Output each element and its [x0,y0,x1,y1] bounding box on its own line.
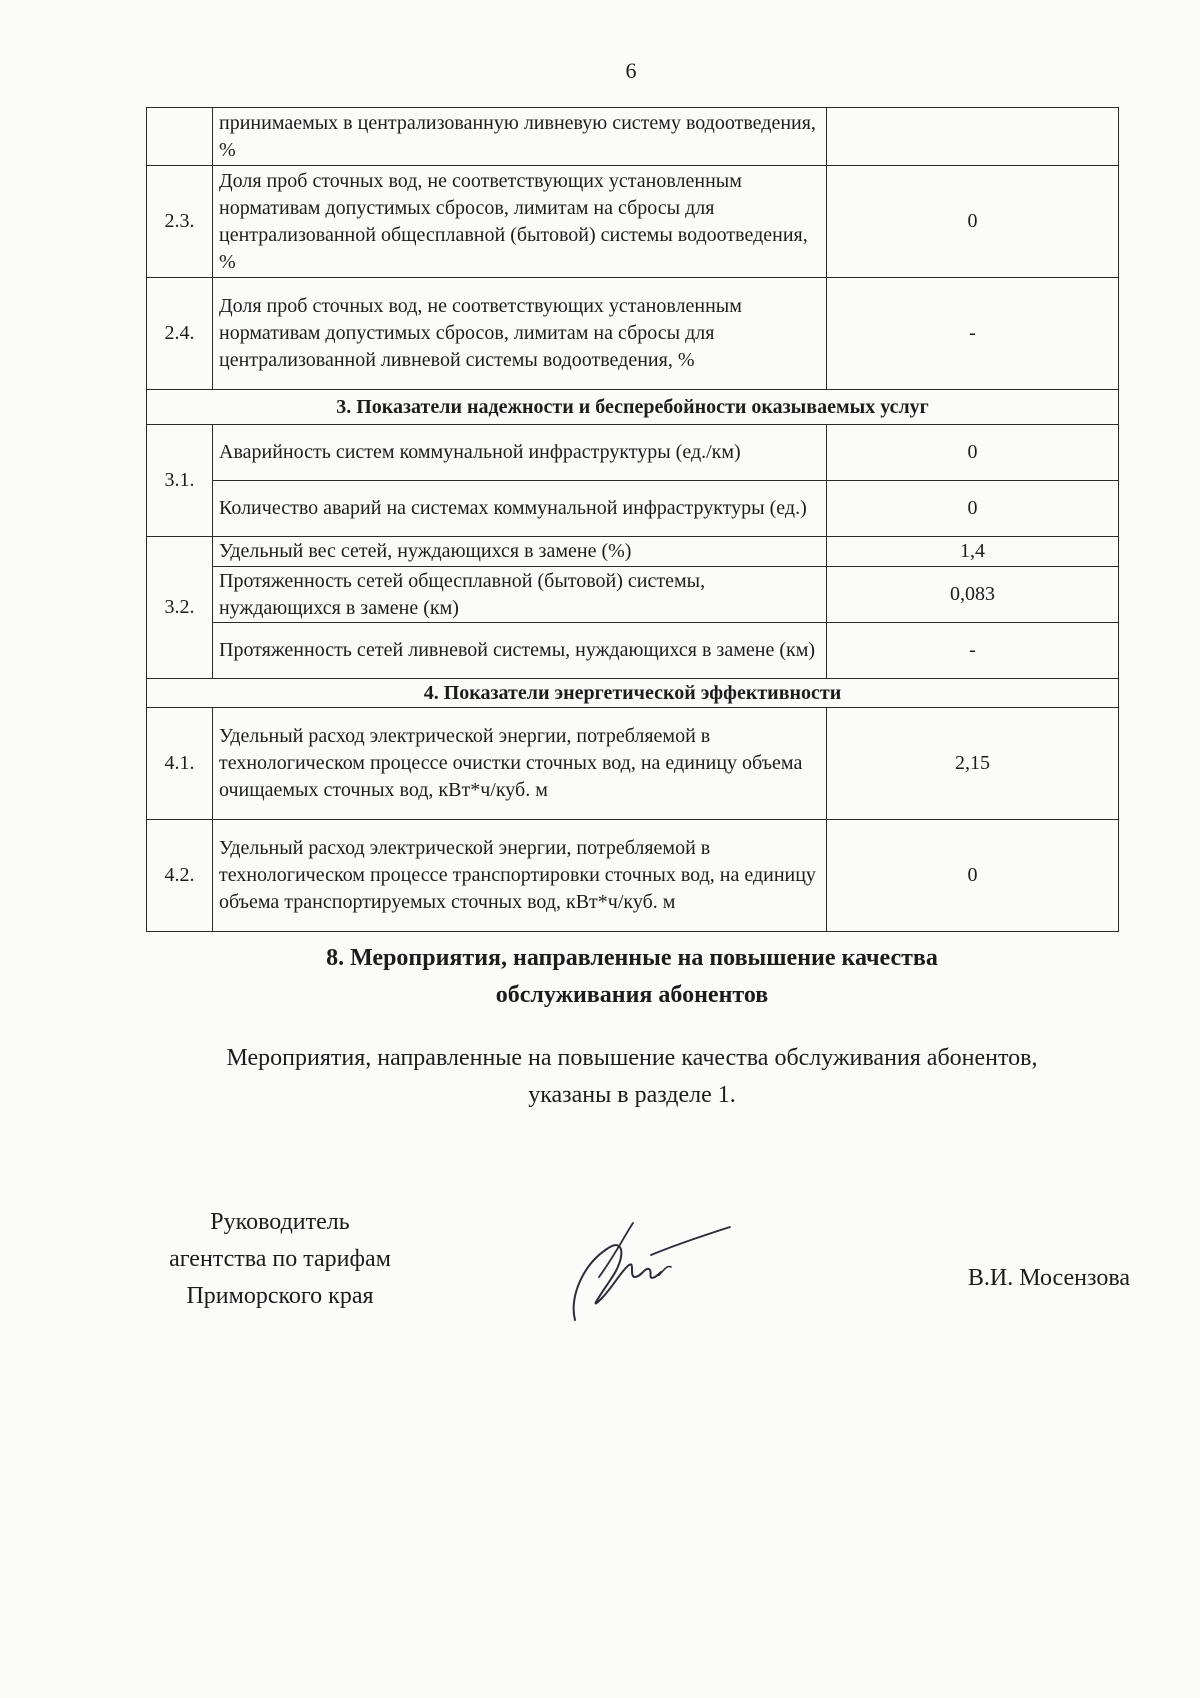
signer-title [120,1204,440,1315]
row-value: 2,15 [827,708,1119,820]
row-value: 0 [827,820,1119,932]
signer-title-line: Приморского края [186,1283,374,1309]
page-number: 6 [625,58,637,83]
signer-name: В.И. Мосензова [967,1265,1130,1291]
row-value: 1,4 [827,537,1119,567]
table-row [147,108,1119,166]
row-description: Доля проб сточных вод, не соответствующих установленным нормативам допустимых сбросов, лимитам на сбросы для централизованной общесплавной (бытовой) системы водоотведения, % [213,166,827,278]
handwritten-signature [555,1215,735,1330]
row-value: 0 [827,481,1119,537]
row-description: Протяженность сетей ливневой системы, нуждающихся в замене (км) [213,623,827,679]
row-number: 3.2. [147,537,213,679]
signer-title-line: Руководитель [210,1209,350,1235]
section-header-row [147,679,1119,708]
row-description: принимаемых в централизованную ливневую систему водоотведения, % [213,108,827,166]
row-description: Удельный расход электрической энергии, потребляемой в технологическом процессе очистки сточных вод, на единицу объема очищаемых сточных вод, кВт*ч/куб. м [213,708,827,820]
row-number: 2.3. [147,166,213,278]
table-row [147,623,1119,679]
row-value: 0,083 [827,567,1119,623]
text-line: указаны в разделе 1. [528,1082,736,1108]
heading-line: 8. Мероприятия, направленные на повышение качества [326,945,938,971]
row-description: Удельный расход электрической энергии, потребляемой в технологическом процессе транспортировки сточных вод, на единицу объема транспортируемых сточных вод, кВт*ч/куб. м [213,820,827,932]
row-number [147,108,213,166]
row-description: Аварийность систем коммунальной инфраструктуры (ед./км) [213,425,827,481]
row-number: 4.1. [147,708,213,820]
section-title: 4. Показатели энергетической эффективности [147,679,1119,708]
row-description: Протяженность сетей общесплавной (бытовой) системы, нуждающихся в замене (км) [213,567,827,623]
table-row [147,537,1119,567]
section-8-text [146,1040,1118,1114]
row-value [827,108,1119,166]
signer-title-line: агентства по тарифам [169,1246,391,1272]
section-title: 3. Показатели надежности и бесперебойности оказываемых услуг [147,390,1119,425]
heading-line: обслуживания абонентов [495,982,769,1008]
row-description: Количество аварий на системах коммунальной инфраструктуры (ед.) [213,481,827,537]
row-value: - [827,278,1119,390]
table-row [147,278,1119,390]
row-value: - [827,623,1119,679]
table-row [147,820,1119,932]
table-row [147,567,1119,623]
table-row [147,481,1119,537]
row-number: 4.2. [147,820,213,932]
row-value: 0 [827,425,1119,481]
row-value: 0 [827,166,1119,278]
row-description: Доля проб сточных вод, не соответствующих установленным нормативам допустимых сбросов, лимитам на сбросы для централизованной ливневой системы водоотведения, % [213,278,827,390]
section-header-row [147,390,1119,425]
row-number: 2.4. [147,278,213,390]
table-row [147,166,1119,278]
section-8-heading [146,940,1118,1014]
row-description: Удельный вес сетей, нуждающихся в замене (%) [213,537,827,567]
text-line: Мероприятия, направленные на повышение качества обслуживания абонентов, [226,1045,1038,1071]
indicators-table [146,107,1119,932]
table-row [147,708,1119,820]
row-number: 3.1. [147,425,213,537]
table-row [147,425,1119,481]
